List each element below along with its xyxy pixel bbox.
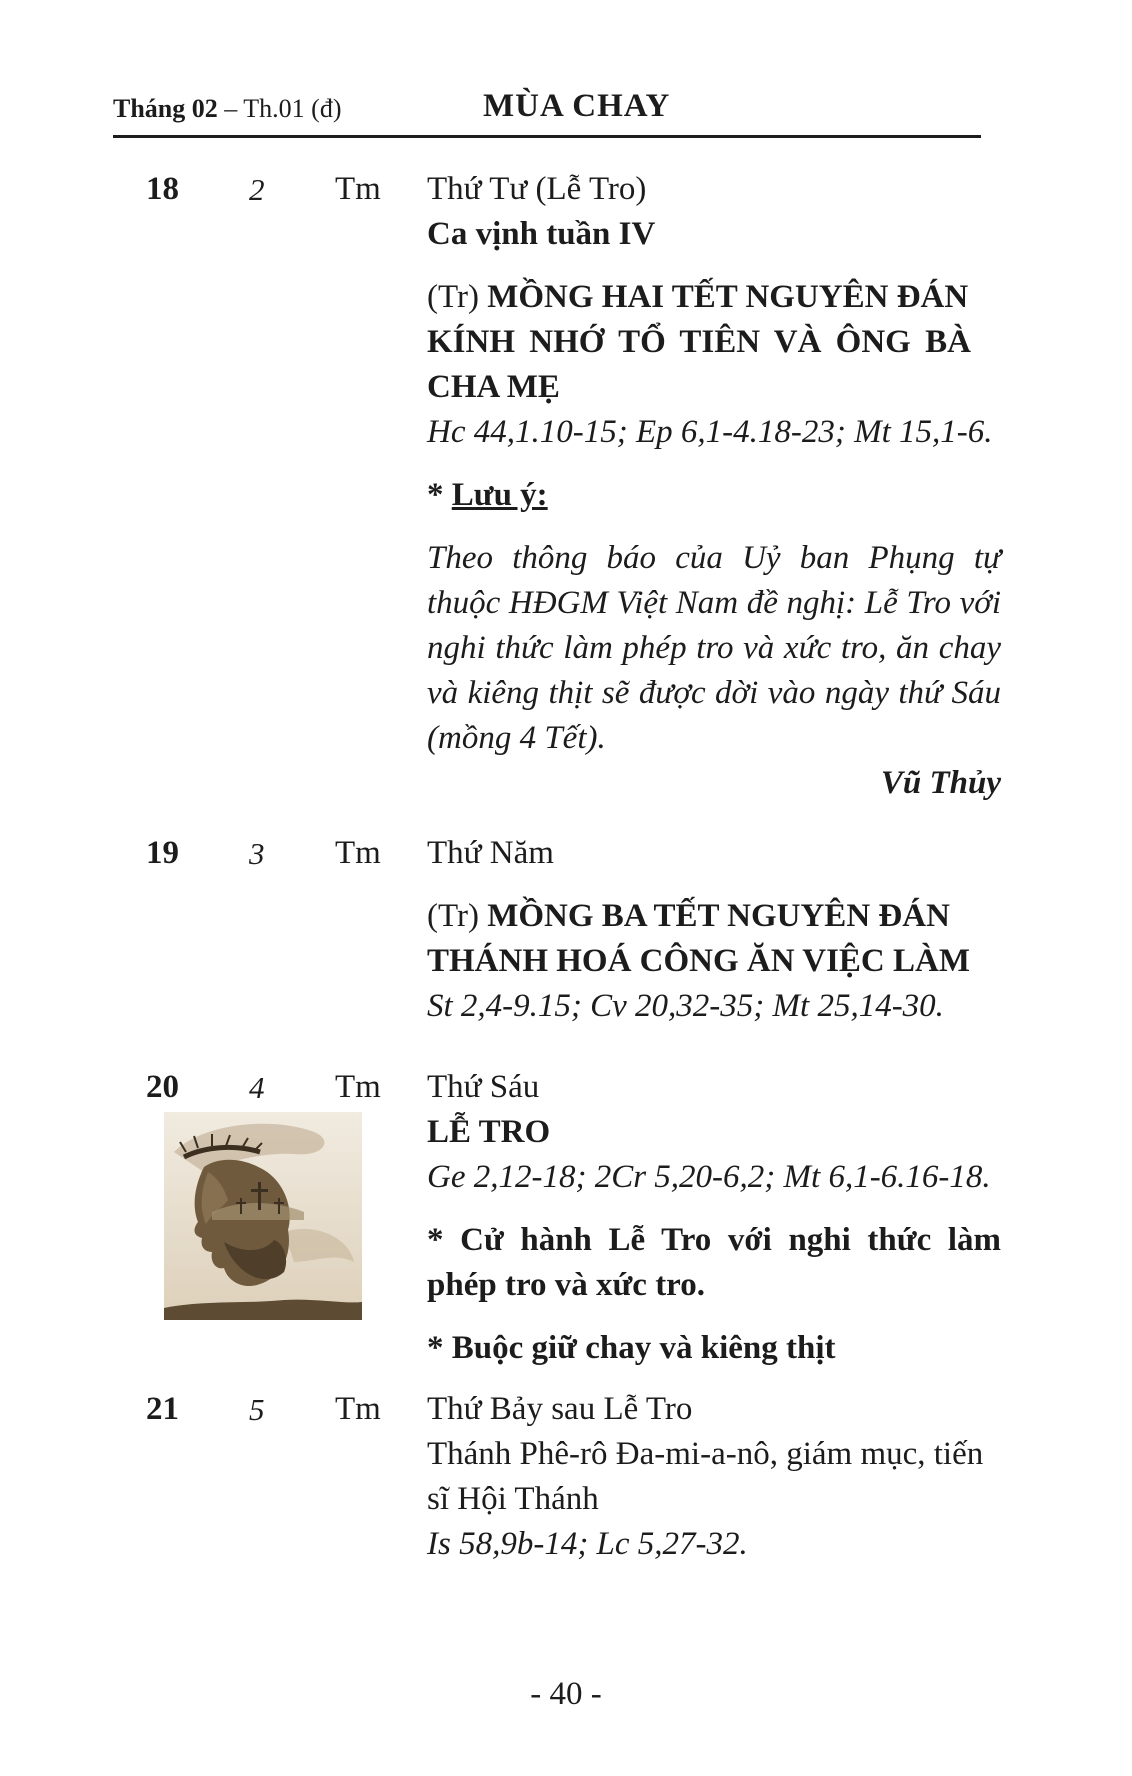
day-number: 21 [146, 1391, 179, 1427]
liturgical-color: Tm [335, 1069, 381, 1105]
readings: Is 58,9b-14; Lc 5,27-32. [427, 1526, 748, 1562]
feast-title [427, 275, 1001, 320]
week-number: 2 [249, 172, 265, 207]
weekday-line: Thứ Sáu [427, 1069, 540, 1105]
psalter-line: Ca vịnh tuần IV [427, 216, 656, 252]
signature: Vũ Thủy [880, 765, 1001, 801]
running-header [113, 94, 342, 124]
feast-line-1: MỒNG BA TẾT NGUYÊN ĐÁN [487, 898, 950, 934]
liturgical-color: Tm [335, 1391, 381, 1427]
day-number: 20 [146, 1069, 179, 1105]
feast-prefix: (Tr) [427, 898, 488, 934]
entry-20-content [427, 1065, 1001, 1371]
day-number: 19 [146, 835, 179, 871]
note-title: Lưu ý: [451, 477, 548, 513]
feast-line-1: MỒNG HAI TẾT NGUYÊN ĐÁN [487, 279, 969, 315]
feast-line-3: CHA MẸ [427, 369, 560, 405]
week-number: 4 [249, 1070, 265, 1105]
note-star: * [427, 477, 452, 513]
header-rule [113, 135, 981, 138]
readings: Hc 44,1.10-15; Ep 6,1-4.18-23; Mt 15,1-6. [427, 414, 993, 450]
readings: St 2,4-9.15; Cv 20,32-35; Mt 25,14-30. [427, 988, 944, 1024]
liturgical-color: Tm [335, 835, 381, 871]
feast-title: LỄ TRO [427, 1114, 551, 1150]
week-number: 3 [249, 836, 265, 871]
note-ash-rite: * Cử hành Lễ Tro với nghi thức làm phép tro và xức tro. [427, 1222, 1001, 1303]
weekday-line: Thứ Năm [427, 835, 554, 871]
header-month: Tháng 02 [113, 94, 218, 123]
day-number: 18 [146, 171, 179, 207]
feast-title [427, 894, 1001, 939]
note-fasting: * Buộc giữ chay và kiêng thịt [427, 1330, 836, 1366]
jesus-crown-of-thorns-crosses-sepia-image [164, 1112, 362, 1320]
weekday-line: Thứ Bảy sau Lễ Tro [427, 1391, 693, 1427]
note-heading [427, 473, 1001, 518]
week-number: 5 [249, 1392, 265, 1427]
saint-line: Thánh Phê-rô Đa-mi-a-nô, giám mục, tiến sĩ Hội Thánh [427, 1436, 984, 1517]
page-title: MÙA CHAY [483, 88, 671, 124]
weekday-line: Thứ Tư (Lễ Tro) [427, 171, 647, 207]
page-number: - 40 - [530, 1676, 602, 1712]
entry-21-content [427, 1387, 1001, 1567]
note-text: Theo thông báo của Uỷ ban Phụng tự thuộc HĐGM Việt Nam đề nghị: Lễ Tro với nghi thức làm phép tro và xức tro, ăn chay và kiêng thịt sẽ được dời vào ngày thứ Sáu (mồng 4 Tết). [427, 540, 1001, 756]
feast-prefix: (Tr) [427, 279, 488, 315]
feast-line-2: KÍNH NHỚ TỔ TIÊN VÀ ÔNG BÀ [427, 324, 971, 360]
header-month-rest: – Th.01 (đ) [217, 94, 342, 123]
liturgical-color: Tm [335, 171, 381, 207]
entry-18-content [427, 167, 1001, 806]
entry-19-content [427, 831, 1001, 1029]
readings: Ge 2,12-18; 2Cr 5,20-6,2; Mt 6,1-6.16-18. [427, 1159, 991, 1195]
feast-line-2: THÁNH HOÁ CÔNG ĂN VIỆC LÀM [427, 943, 971, 979]
